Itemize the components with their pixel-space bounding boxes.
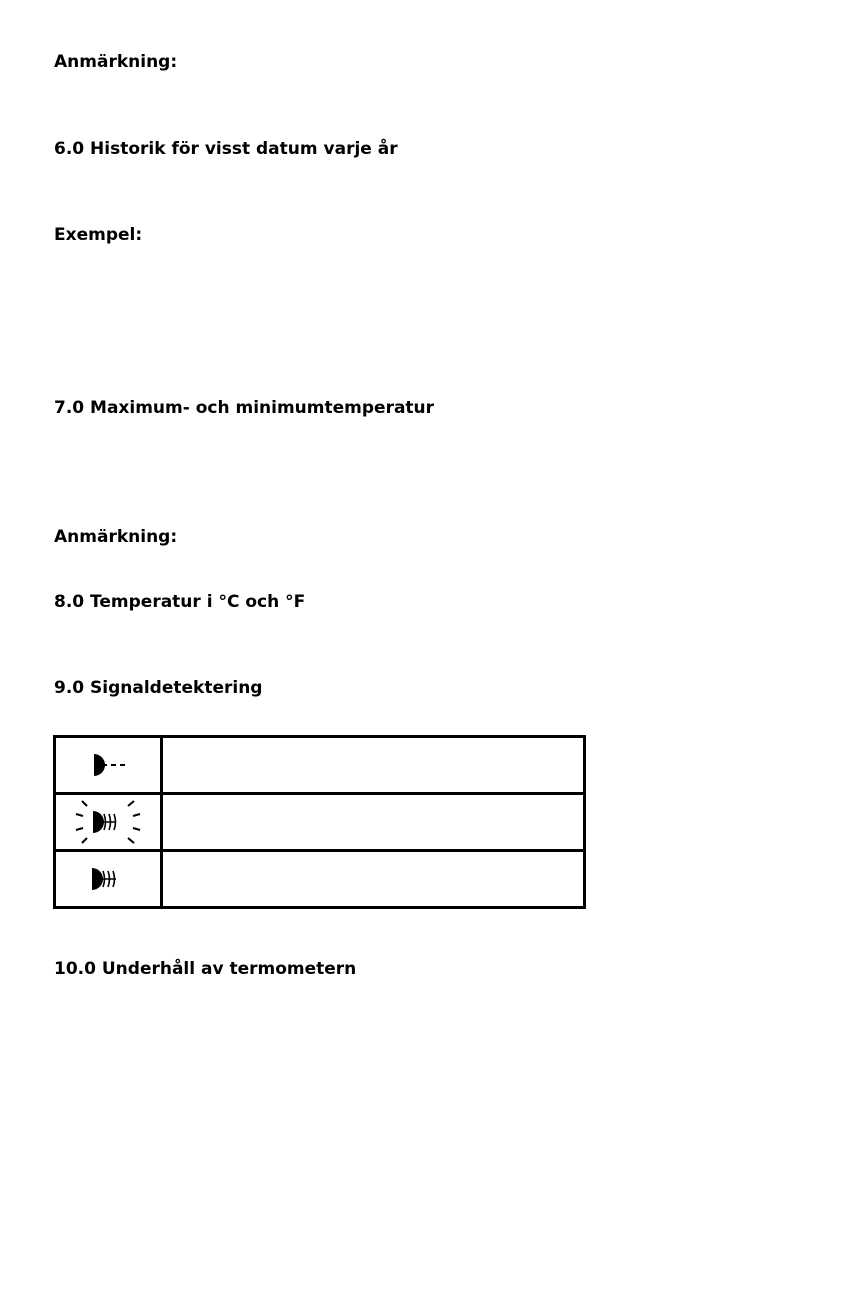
signal-searching-icon bbox=[56, 750, 160, 780]
signal-flashing-icon bbox=[56, 796, 160, 848]
section-9-heading: 9.0 Signaldetektering bbox=[54, 678, 263, 698]
signal-table bbox=[53, 735, 586, 909]
signal-row-searching bbox=[55, 737, 585, 794]
section-7-heading: 7.0 Maximum- och minimumtemperatur bbox=[54, 398, 435, 418]
example-heading: Exempel: bbox=[54, 225, 143, 245]
signal-row-received bbox=[55, 851, 585, 908]
signal-icon-cell bbox=[55, 737, 162, 794]
section-6-heading: 6.0 Historik för visst datum varje år bbox=[54, 139, 398, 159]
section-10-heading: 10.0 Underhåll av termometern bbox=[54, 959, 357, 979]
note-heading-1: Anmärkning: bbox=[54, 52, 178, 72]
signal-description bbox=[162, 737, 585, 794]
signal-description bbox=[162, 851, 585, 908]
note-heading-2: Anmärkning: bbox=[54, 527, 178, 547]
signal-received-icon bbox=[56, 863, 160, 895]
section-8-heading: 8.0 Temperatur i °C och °F bbox=[54, 592, 306, 612]
signal-icon-cell bbox=[55, 851, 162, 908]
signal-row-flashing bbox=[55, 794, 585, 851]
signal-icon-cell bbox=[55, 794, 162, 851]
signal-description bbox=[162, 794, 585, 851]
